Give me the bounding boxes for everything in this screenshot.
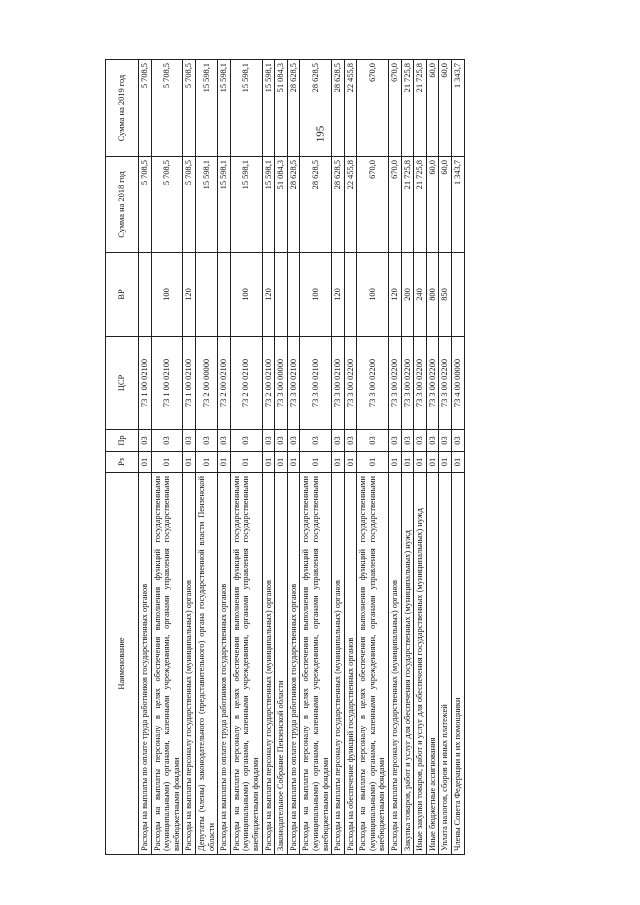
cell-sum-2019: 28 628,5 [287,60,300,157]
table-row [287,60,300,855]
cell-rz: 01 [344,452,357,473]
cell-rz: 01 [262,452,275,473]
cell-name: Законодательное Собрание Пензенской области [275,473,288,855]
table-row [275,60,288,855]
cell-name: Расходы на выплаты по оплате труда работников государственных органов [139,473,152,855]
cell-rz: 01 [139,452,152,473]
cell-csr: 73 1 00 02100 [151,337,183,430]
cell-csr: 73 2 00 00000 [195,337,217,430]
cell-sum-2019: 60,0 [439,60,452,157]
cell-vr: 120 [262,253,275,337]
cell-name: Расходы на выплаты персоналу государственных (муниципальных) органов [389,473,402,855]
table-body [139,60,465,855]
cell-pr: 03 [439,430,452,452]
table-row [401,60,414,855]
cell-rz: 01 [230,452,262,473]
cell-pr: 03 [151,430,183,452]
cell-sum-2019: 21 725,8 [401,60,414,157]
cell-pr: 03 [401,430,414,452]
cell-rz: 01 [287,452,300,473]
cell-name: Уплата налогов, сборов и иных платежей [439,473,452,855]
cell-csr: 73 3 00 02200 [439,337,452,430]
cell-pr: 03 [389,430,402,452]
cell-sum-2018: 21 725,8 [414,157,427,253]
header-rz: Рз [106,452,139,473]
cell-rz: 01 [218,452,231,473]
cell-pr: 03 [332,430,345,452]
cell-name: Расходы на обеспечение функций государственных органов [344,473,357,855]
cell-pr: 03 [414,430,427,452]
cell-csr: 73 4 00 00000 [452,337,465,430]
cell-sum-2018: 51 084,3 [275,157,288,253]
cell-vr: 100 [357,253,389,337]
cell-csr: 73 3 00 02100 [287,337,300,430]
cell-sum-2018: 15 598,1 [230,157,262,253]
rotated-table-container [105,60,531,855]
budget-table [105,59,465,855]
cell-sum-2019: 5 708,5 [139,60,152,157]
cell-sum-2019: 21 725,8 [414,60,427,157]
cell-vr: 240 [414,253,427,337]
cell-sum-2018: 670,0 [357,157,389,253]
cell-pr: 03 [426,430,439,452]
cell-sum-2018: 60,0 [426,157,439,253]
cell-vr: 200 [401,253,414,337]
table-row [151,60,183,855]
cell-sum-2019: 670,0 [357,60,389,157]
header-sum-2019: Сумма на 2019 год [106,60,139,157]
table-row [426,60,439,855]
table-row [344,60,357,855]
cell-pr: 03 [230,430,262,452]
cell-sum-2018: 1 343,7 [452,157,465,253]
cell-csr: 73 3 00 02200 [344,337,357,430]
cell-vr: 850 [439,253,452,337]
table-row [300,60,332,855]
cell-vr [344,253,357,337]
cell-sum-2019: 28 628,5 [332,60,345,157]
table-row [195,60,217,855]
cell-rz: 01 [183,452,196,473]
cell-name: Расходы на выплаты персоналу в целях обеспечения выполнения функций государственными (муниципальными) органами, казенными учреждениями, органами управления государственными внебюджетными фондами [151,473,183,855]
cell-pr: 03 [183,430,196,452]
table-row [452,60,465,855]
cell-rz: 01 [426,452,439,473]
cell-vr [139,253,152,337]
cell-name: Расходы на выплаты персоналу государственных (муниципальных) органов [262,473,275,855]
cell-sum-2018: 15 598,1 [195,157,217,253]
cell-name: Расходы на выплаты персоналу в целях обеспечения выполнения функций государственными (муниципальными) органами, казенными учреждениями, органами управления государственными внебюджетными фондами [357,473,389,855]
cell-rz: 01 [357,452,389,473]
table-row [218,60,231,855]
cell-sum-2018: 5 708,5 [151,157,183,253]
cell-rz: 01 [439,452,452,473]
cell-sum-2019: 15 598,1 [195,60,217,157]
cell-name: Члены Совета Федерации и их помощники [452,473,465,855]
cell-sum-2018: 5 708,5 [183,157,196,253]
cell-rz: 01 [452,452,465,473]
cell-rz: 01 [414,452,427,473]
header-vr: ВР [106,253,139,337]
cell-sum-2019: 28 628,5 [300,60,332,157]
cell-vr [287,253,300,337]
cell-sum-2019: 5 708,5 [151,60,183,157]
table-row [332,60,345,855]
cell-pr: 03 [218,430,231,452]
cell-pr: 03 [275,430,288,452]
header-sum-2018: Сумма на 2018 год [106,157,139,253]
cell-rz: 01 [332,452,345,473]
header-csr: ЦСР [106,337,139,430]
cell-sum-2019: 22 455,8 [344,60,357,157]
cell-name: Депутаты (члены) законодательного (представительного) органа государственной власти Пензенской области [195,473,217,855]
cell-pr: 03 [357,430,389,452]
cell-sum-2018: 60,0 [439,157,452,253]
table-row [262,60,275,855]
cell-csr: 73 1 00 02100 [139,337,152,430]
cell-pr: 03 [262,430,275,452]
cell-csr: 73 3 00 02200 [426,337,439,430]
cell-name: Расходы на выплаты по оплате труда работников государственных органов [287,473,300,855]
cell-rz: 01 [401,452,414,473]
cell-sum-2019: 60,0 [426,60,439,157]
cell-rz: 01 [300,452,332,473]
cell-sum-2019: 1 343,7 [452,60,465,157]
table-row [139,60,152,855]
cell-csr: 73 2 00 02100 [230,337,262,430]
cell-sum-2018: 5 708,5 [139,157,152,253]
cell-sum-2019: 51 084,3 [275,60,288,157]
cell-name: Расходы на выплаты по оплате труда работников государственных органов [218,473,231,855]
cell-csr: 73 3 00 02100 [300,337,332,430]
cell-sum-2019: 5 708,5 [183,60,196,157]
cell-sum-2019: 670,0 [389,60,402,157]
cell-sum-2018: 28 628,5 [332,157,345,253]
cell-vr [195,253,217,337]
cell-vr: 120 [389,253,402,337]
page-number: 195 [314,125,327,143]
cell-vr: 800 [426,253,439,337]
cell-name: Расходы на выплаты персоналу государственных (муниципальных) органов [332,473,345,855]
cell-name: Расходы на выплаты персоналу государственных (муниципальных) органов [183,473,196,855]
cell-rz: 01 [151,452,183,473]
cell-name: Иные бюджетные ассигнования [426,473,439,855]
cell-csr: 73 3 00 02200 [357,337,389,430]
cell-rz: 01 [275,452,288,473]
cell-vr: 120 [183,253,196,337]
cell-vr: 100 [151,253,183,337]
cell-name: Расходы на выплаты персоналу в целях обеспечения выполнения функций государственными (муниципальными) органами, казенными учреждениями, органами управления государственными внебюджетными фондами [300,473,332,855]
cell-name: Расходы на выплаты персоналу в целях обеспечения выполнения функций государственными (муниципальными) органами, казенными учреждениями, органами управления государственными внебюджетными фондами [230,473,262,855]
cell-csr: 73 1 00 02100 [183,337,196,430]
cell-rz: 01 [389,452,402,473]
cell-sum-2019: 15 598,1 [230,60,262,157]
cell-sum-2018: 670,0 [389,157,402,253]
table-header-row [106,60,139,855]
table-row [439,60,452,855]
cell-sum-2019: 15 598,1 [262,60,275,157]
cell-csr: 73 3 00 02200 [389,337,402,430]
cell-csr: 73 2 00 02100 [218,337,231,430]
cell-pr: 03 [300,430,332,452]
header-name: Наименование [106,473,139,855]
cell-pr: 03 [195,430,217,452]
cell-csr: 73 2 00 02100 [262,337,275,430]
cell-sum-2018: 15 598,1 [218,157,231,253]
cell-sum-2018: 28 628,5 [300,157,332,253]
cell-sum-2018: 15 598,1 [262,157,275,253]
cell-vr [452,253,465,337]
cell-vr: 100 [230,253,262,337]
cell-vr: 120 [332,253,345,337]
cell-csr: 73 3 00 02100 [332,337,345,430]
cell-sum-2018: 21 725,8 [401,157,414,253]
cell-vr: 100 [300,253,332,337]
header-pr: Пр [106,430,139,452]
cell-vr [218,253,231,337]
cell-pr: 03 [452,430,465,452]
cell-pr: 03 [139,430,152,452]
cell-sum-2018: 28 628,5 [287,157,300,253]
table-row [389,60,402,855]
cell-vr [275,253,288,337]
cell-name: Иные закупки товаров, работ и услуг для обеспечения государственных (муниципальных) нужд [414,473,427,855]
cell-pr: 03 [344,430,357,452]
table-row [357,60,389,855]
table-row [230,60,262,855]
cell-sum-2019: 15 598,1 [218,60,231,157]
cell-csr: 73 3 00 02200 [401,337,414,430]
cell-name: Закупка товаров, работ и услуг для обеспечения государственных (муниципальных) нужд [401,473,414,855]
table-row [414,60,427,855]
cell-pr: 03 [287,430,300,452]
cell-csr: 73 3 00 00000 [275,337,288,430]
cell-sum-2018: 22 455,8 [344,157,357,253]
cell-csr: 73 3 00 02200 [414,337,427,430]
cell-rz: 01 [195,452,217,473]
table-row [183,60,196,855]
